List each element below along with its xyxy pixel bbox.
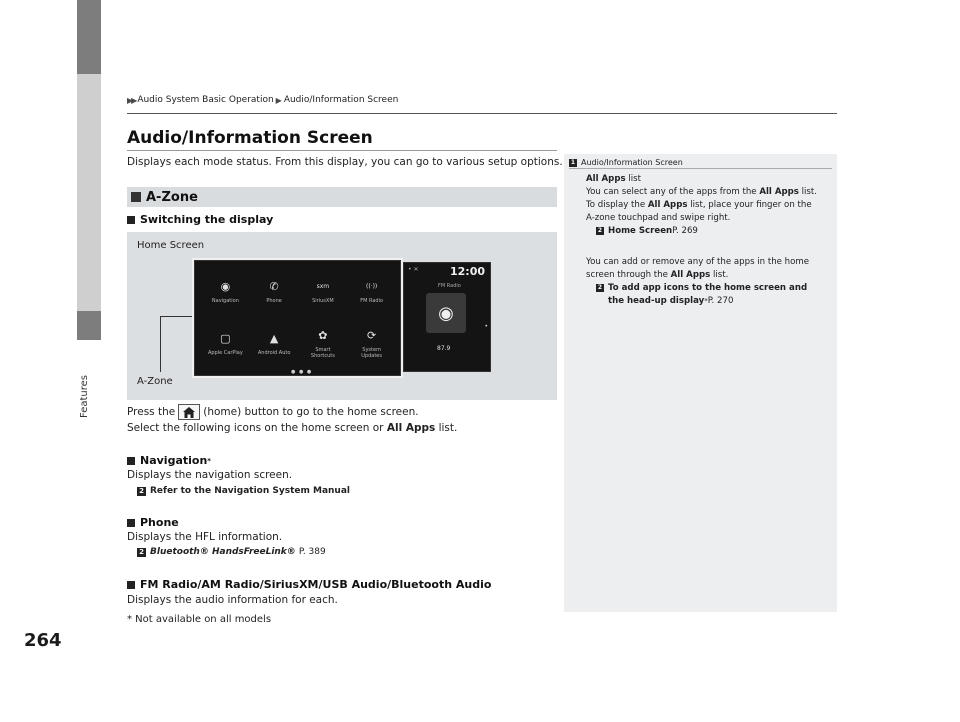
section-title: A-Zone — [146, 189, 198, 205]
app-label: Android Auto — [257, 350, 291, 356]
app-grid — [201, 265, 396, 369]
note-line: screen through the All Apps list. — [586, 270, 729, 280]
audio-modes-description: Displays the audio information for each. — [127, 594, 338, 606]
bullet-square-icon — [127, 216, 135, 224]
note-line: A-zone touchpad and swipe right. — [586, 213, 731, 223]
chapter-label: Features — [79, 375, 90, 418]
radio-broadcast-icon: ◉ — [426, 293, 466, 333]
note-header: 1 Audio/Information Screen — [570, 158, 683, 167]
note-line: To display the All Apps list, place your finger on the — [586, 200, 812, 210]
app-label: FM Radio — [360, 298, 384, 304]
smart-shortcuts-icon: ✿ — [318, 328, 328, 342]
breadcrumb-arrow-icon: ▶▶ — [127, 95, 136, 105]
app-label: Phone — [266, 298, 282, 304]
app-label: Apple CarPlay — [207, 350, 243, 356]
title-divider — [127, 150, 557, 151]
note-line: You can select any of the apps from the All Apps list. — [586, 187, 818, 197]
navigation-icon: ◉ — [220, 279, 231, 293]
note-add-app-icons-reference[interactable]: 2 To add app icons to the home screen and — [597, 283, 808, 293]
navigation-heading: Navigation * — [127, 454, 211, 467]
footnote: * Not available on all models — [127, 614, 272, 625]
android-auto-icon: ▲ — [269, 331, 279, 345]
press-home-text: Press the (home) button to go to the home screen. — [127, 406, 419, 418]
app-tile-siriusxm[interactable] — [299, 265, 348, 317]
a-zone-screen — [194, 260, 401, 376]
breadcrumb-item-2[interactable]: Audio/Information Screen — [283, 95, 399, 105]
page-title: Audio/Information Screen — [127, 128, 373, 148]
apple-carplay-icon: ▢ — [220, 331, 231, 345]
app-tile-android-auto[interactable] — [250, 317, 299, 369]
app-tile-fm-radio[interactable] — [347, 265, 396, 317]
page-number: 264 — [24, 630, 62, 651]
app-tile-apple-carplay[interactable] — [201, 317, 250, 369]
fm-radio-icon: ((·)) — [365, 282, 378, 290]
phone-icon: ✆ — [269, 279, 279, 293]
callout-line — [160, 316, 197, 317]
phone-reference[interactable]: 2 Bluetooth® HandsFreeLink® P. 389 — [137, 547, 326, 557]
breadcrumb-item-1[interactable]: Audio System Basic Operation — [137, 95, 274, 105]
app-label: Navigation — [211, 298, 239, 304]
note-divider — [569, 168, 832, 169]
header-divider — [127, 113, 837, 114]
reference-arrow-icon: 2 — [137, 548, 146, 557]
side-rail — [77, 74, 101, 311]
app-label: Smart Shortcuts — [310, 347, 335, 359]
note-marker-icon: 1 — [570, 158, 576, 166]
clock: 12:00 — [449, 265, 485, 278]
app-tile-system-updates[interactable] — [347, 317, 396, 369]
section-header — [127, 187, 557, 207]
audio-modes-heading: FM Radio/AM Radio/SiriusXM/USB Audio/Bluetooth Audio — [127, 578, 491, 591]
app-label: System Updates — [361, 347, 382, 359]
breadcrumb — [127, 95, 398, 105]
frequency-readout: 87.9 — [437, 345, 451, 352]
status-icons: • ✕ — [408, 266, 419, 273]
app-tile-smart-shortcuts[interactable] — [299, 317, 348, 369]
note-home-screen-reference[interactable]: 2 Home Screen P. 269 — [597, 226, 698, 236]
system-updates-icon: ⟳ — [367, 328, 377, 342]
home-button-icon — [178, 404, 200, 420]
navigation-reference[interactable]: 2 Refer to the Navigation System Manual — [137, 486, 350, 496]
breadcrumb-arrow-icon: ▶ — [275, 95, 282, 105]
phone-heading: Phone — [127, 516, 179, 529]
bullet-square-icon — [127, 519, 135, 527]
intro-text: Displays each mode status. From this display, you can go to various setup options. — [127, 156, 563, 168]
reference-arrow-icon: 2 — [597, 227, 603, 234]
section-square-icon — [131, 192, 141, 202]
app-tile-phone[interactable] — [250, 265, 299, 317]
note-all-apps-title: All Apps list — [586, 174, 641, 184]
bullet-square-icon — [127, 581, 135, 589]
reference-arrow-icon: 2 — [597, 284, 603, 291]
callout-line — [160, 316, 161, 372]
mode-label: FM Radio — [438, 283, 461, 289]
side-tab-top — [77, 0, 101, 74]
page-indicator: ● ● ● — [291, 369, 313, 375]
scroll-dot: • — [484, 323, 488, 330]
note-line: You can add or remove any of the apps in the home — [586, 257, 810, 267]
figure-label-a-zone: A-Zone — [137, 376, 173, 387]
b-zone-screen — [403, 262, 491, 372]
note-add-app-icons-reference-cont[interactable]: the head-up display * P. 270 — [608, 296, 734, 306]
reference-arrow-icon: 2 — [137, 487, 146, 496]
select-icons-text: Select the following icons on the home screen or All Apps list. — [127, 422, 458, 434]
bullet-square-icon — [127, 457, 135, 465]
siriusxm-icon: sxm — [316, 282, 330, 290]
figure-label-home-screen: Home Screen — [137, 240, 205, 251]
home-screen-figure — [127, 232, 557, 400]
switching-heading: Switching the display — [127, 213, 273, 226]
app-label: SiriusXM — [312, 298, 334, 304]
side-note-panel — [564, 154, 837, 612]
app-tile-navigation[interactable] — [201, 265, 250, 317]
navigation-description: Displays the navigation screen. — [127, 469, 293, 481]
phone-description: Displays the HFL information. — [127, 531, 283, 543]
